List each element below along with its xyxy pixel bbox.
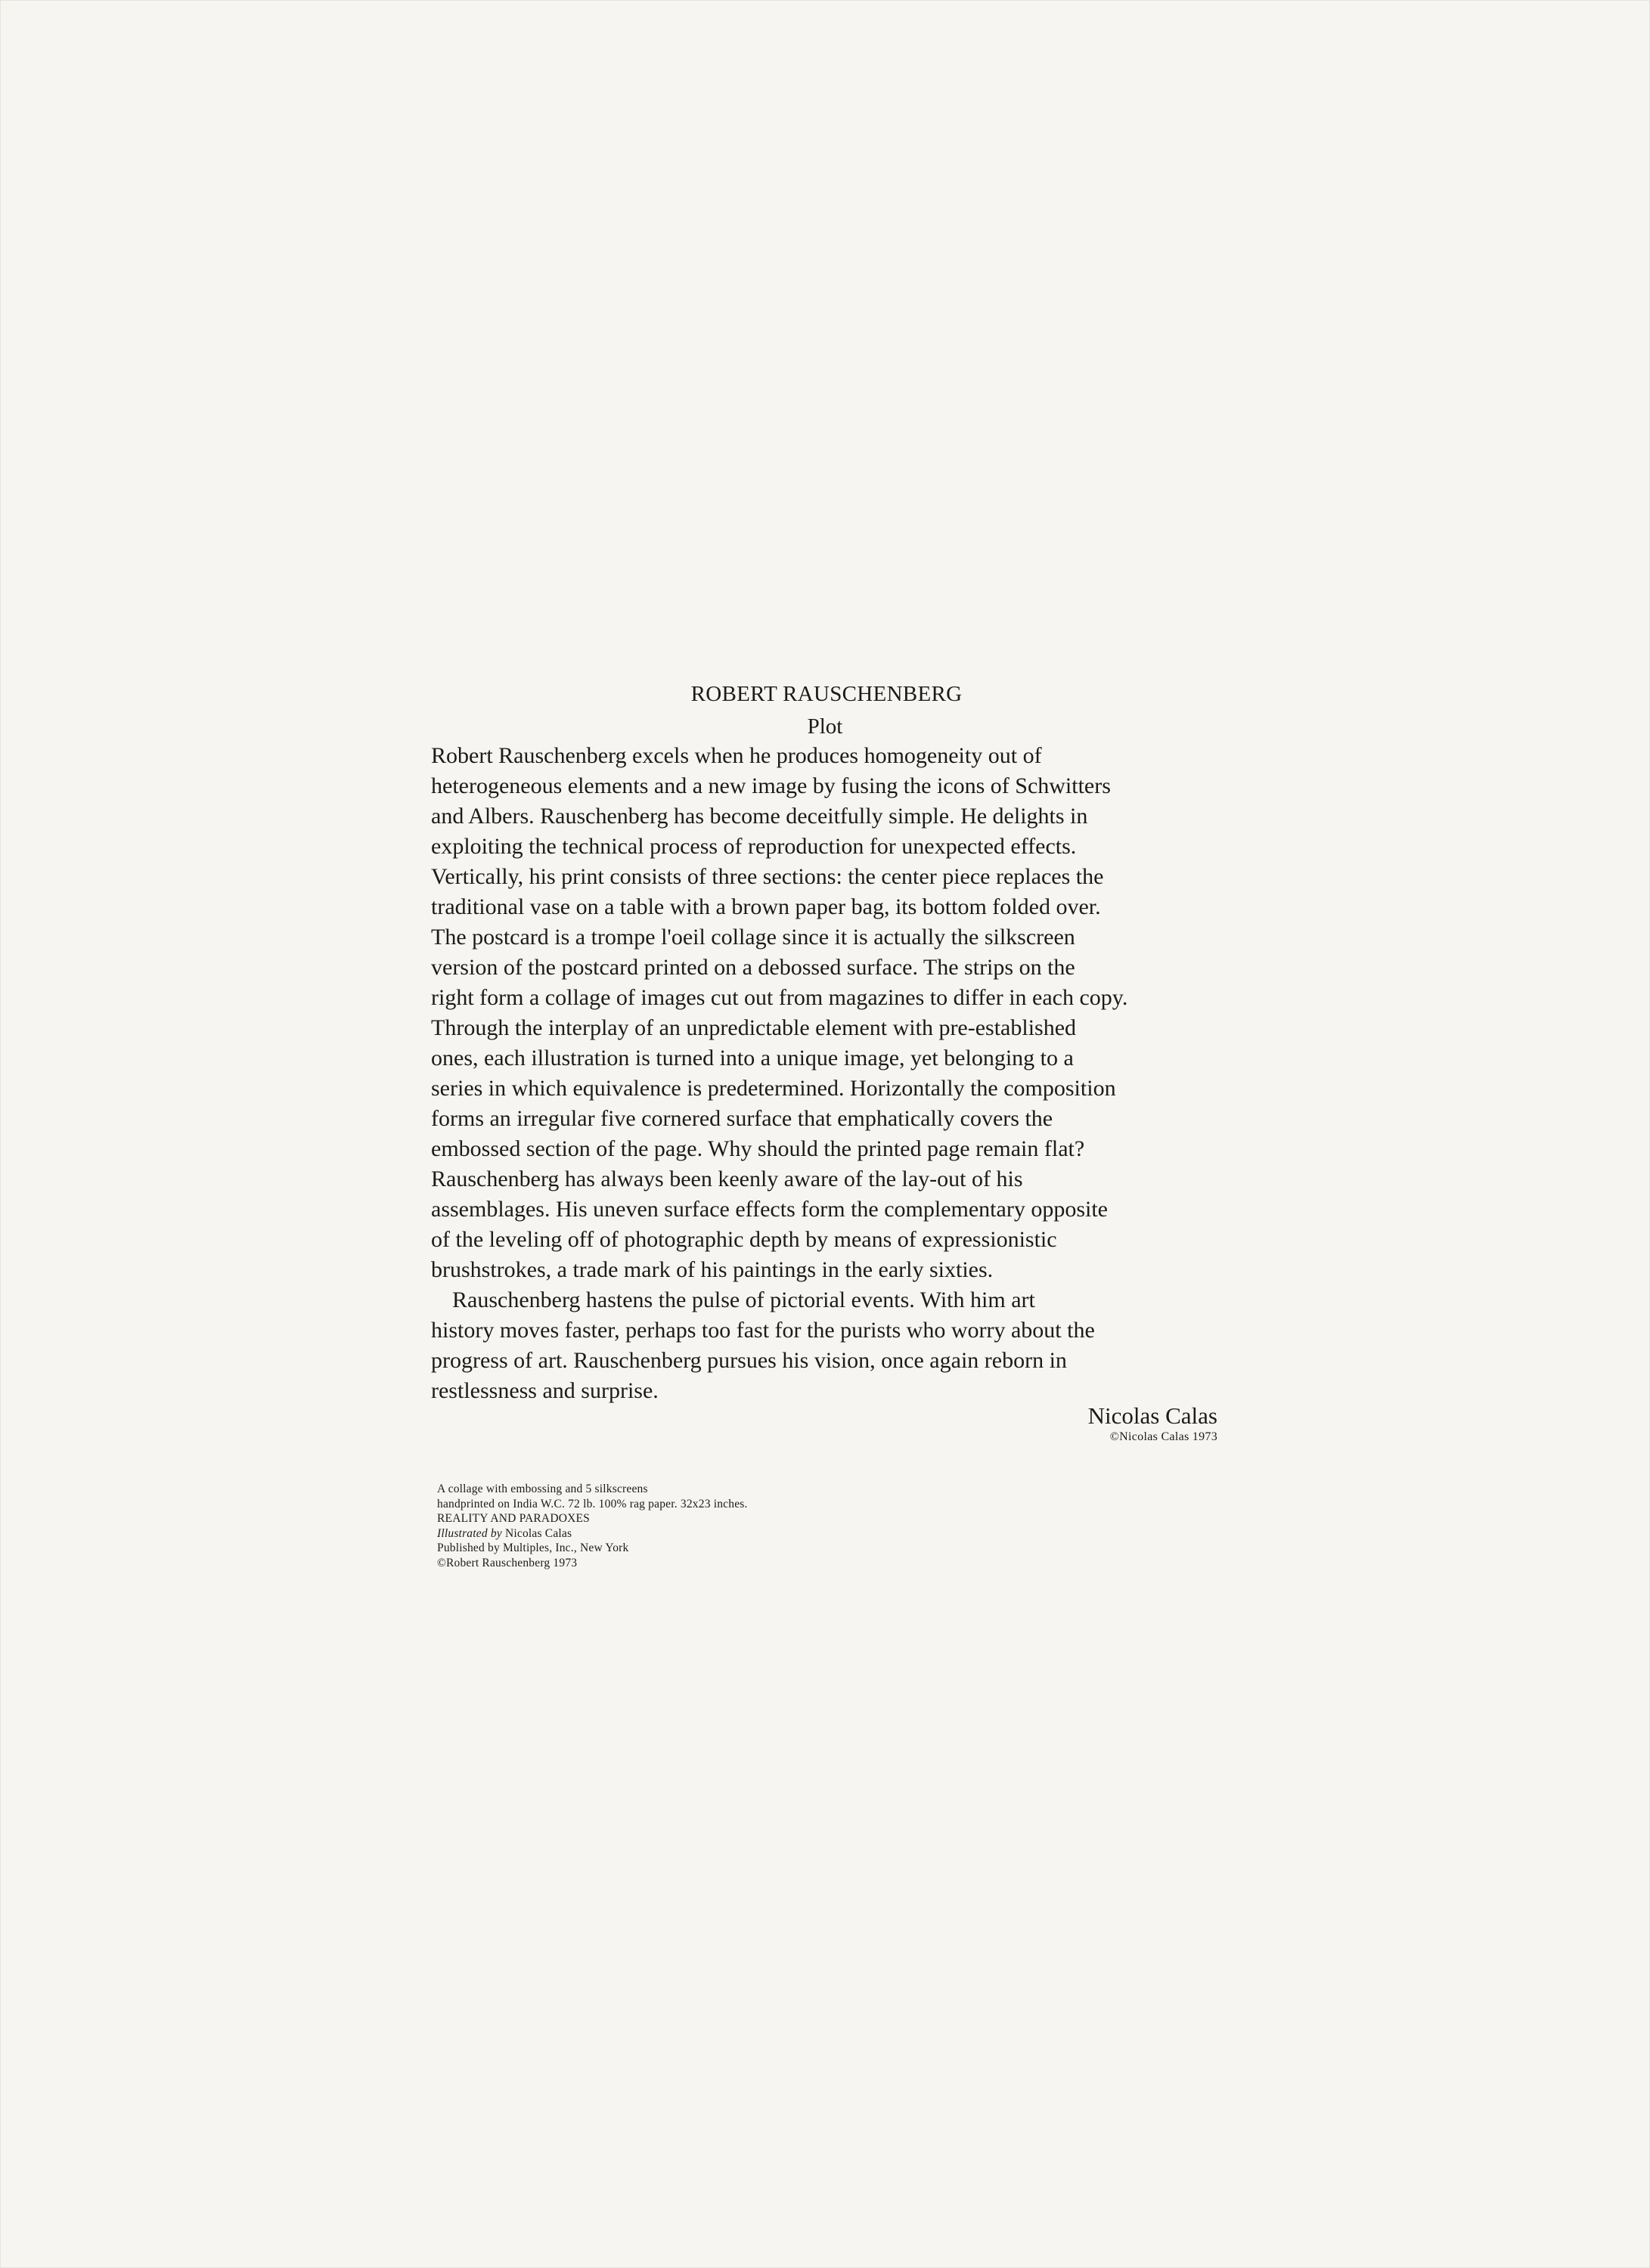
colophon-medium: A collage with embossing and 5 silkscreens (437, 1483, 648, 1495)
essay-line: Rauschenberg has always been keenly aware of the lay-out of his (431, 1167, 1023, 1191)
essay-line: traditional vase on a table with a brown paper bag, its bottom folded over. (431, 894, 1101, 919)
essay-text (431, 741, 1225, 1406)
essay-line: The postcard is a trompe l'oeil collage since it is actually the silkscreen (431, 925, 1075, 950)
essay-line: assemblages. His uneven surface effects form the complementary opposite (431, 1197, 1108, 1222)
essay-line: and Albers. Rauschenberg has become deceitfully simple. He delights in (431, 804, 1088, 829)
illustrator-name: Nicolas Calas (501, 1526, 572, 1540)
essay-line: series in which equivalence is predetermined. Horizontally the composition (431, 1076, 1116, 1101)
author-copyright: ©Nicolas Calas 1973 (1109, 1430, 1217, 1443)
essay-line: version of the postcard printed on a debossed surface. The strips on the (431, 955, 1075, 980)
artist-name-heading: ROBERT RAUSCHENBERG (690, 682, 963, 706)
essay-line: embossed section of the page. Why should the printed page remain flat? (431, 1136, 1085, 1161)
artist-copyright: ©Robert Rauschenberg 1973 (437, 1556, 578, 1569)
title-block (0, 677, 1650, 742)
essay-line: heterogeneous elements and a new image by fusing the icons of Schwitters (431, 773, 1111, 798)
essay-line: history moves faster, perhaps too fast for the purists who worry about the (431, 1318, 1095, 1343)
essay-paragraph-1 (431, 741, 1225, 1285)
essay-line: ones, each illustration is turned into a unique image, yet belonging to a (431, 1046, 1074, 1070)
essay-line: restlessness and surprise. (431, 1378, 659, 1403)
essay-line: brushstrokes, a trade mark of his paintings in the early sixties. (431, 1257, 994, 1282)
author-name: Nicolas Calas (1087, 1402, 1217, 1429)
essay-line: of the leveling off of photographic depth by means of expressionistic (431, 1227, 1057, 1252)
essay-line: Robert Rauschenberg excels when he produces homogeneity out of (431, 743, 1042, 768)
publisher-line: Published by Multiples, Inc., New York (437, 1541, 629, 1554)
illustrated-by-label: Illustrated by (437, 1526, 502, 1540)
essay-line: exploiting the technical process of reproduction for unexpected effects. (431, 834, 1077, 859)
work-title: Plot (807, 714, 843, 739)
portfolio-title: REALITY AND PARADOXES (437, 1512, 590, 1525)
colophon (437, 1482, 906, 1570)
colophon-materials: handprinted on India W.C. 72 lb. 100% rag paper. 32x23 inches. (437, 1497, 748, 1510)
essay-line: progress of art. Rauschenberg pursues his vision, once again reborn in (431, 1348, 1067, 1373)
illustrated-by-line (437, 1526, 906, 1541)
essay-line: Through the interplay of an unpredictable element with pre-established (431, 1015, 1077, 1040)
essay-paragraph-2 (431, 1285, 1225, 1406)
author-signature-block (1028, 1402, 1217, 1445)
essay-line: Vertically, his print consists of three sections: the center piece replaces the (431, 864, 1104, 889)
essay-line: right form a collage of images cut out from magazines to differ in each copy. (431, 985, 1128, 1010)
essay-line: Rauschenberg hastens the pulse of pictorial events. With him art (452, 1287, 1035, 1312)
essay-line: forms an irregular five cornered surface that emphatically covers the (431, 1106, 1053, 1131)
